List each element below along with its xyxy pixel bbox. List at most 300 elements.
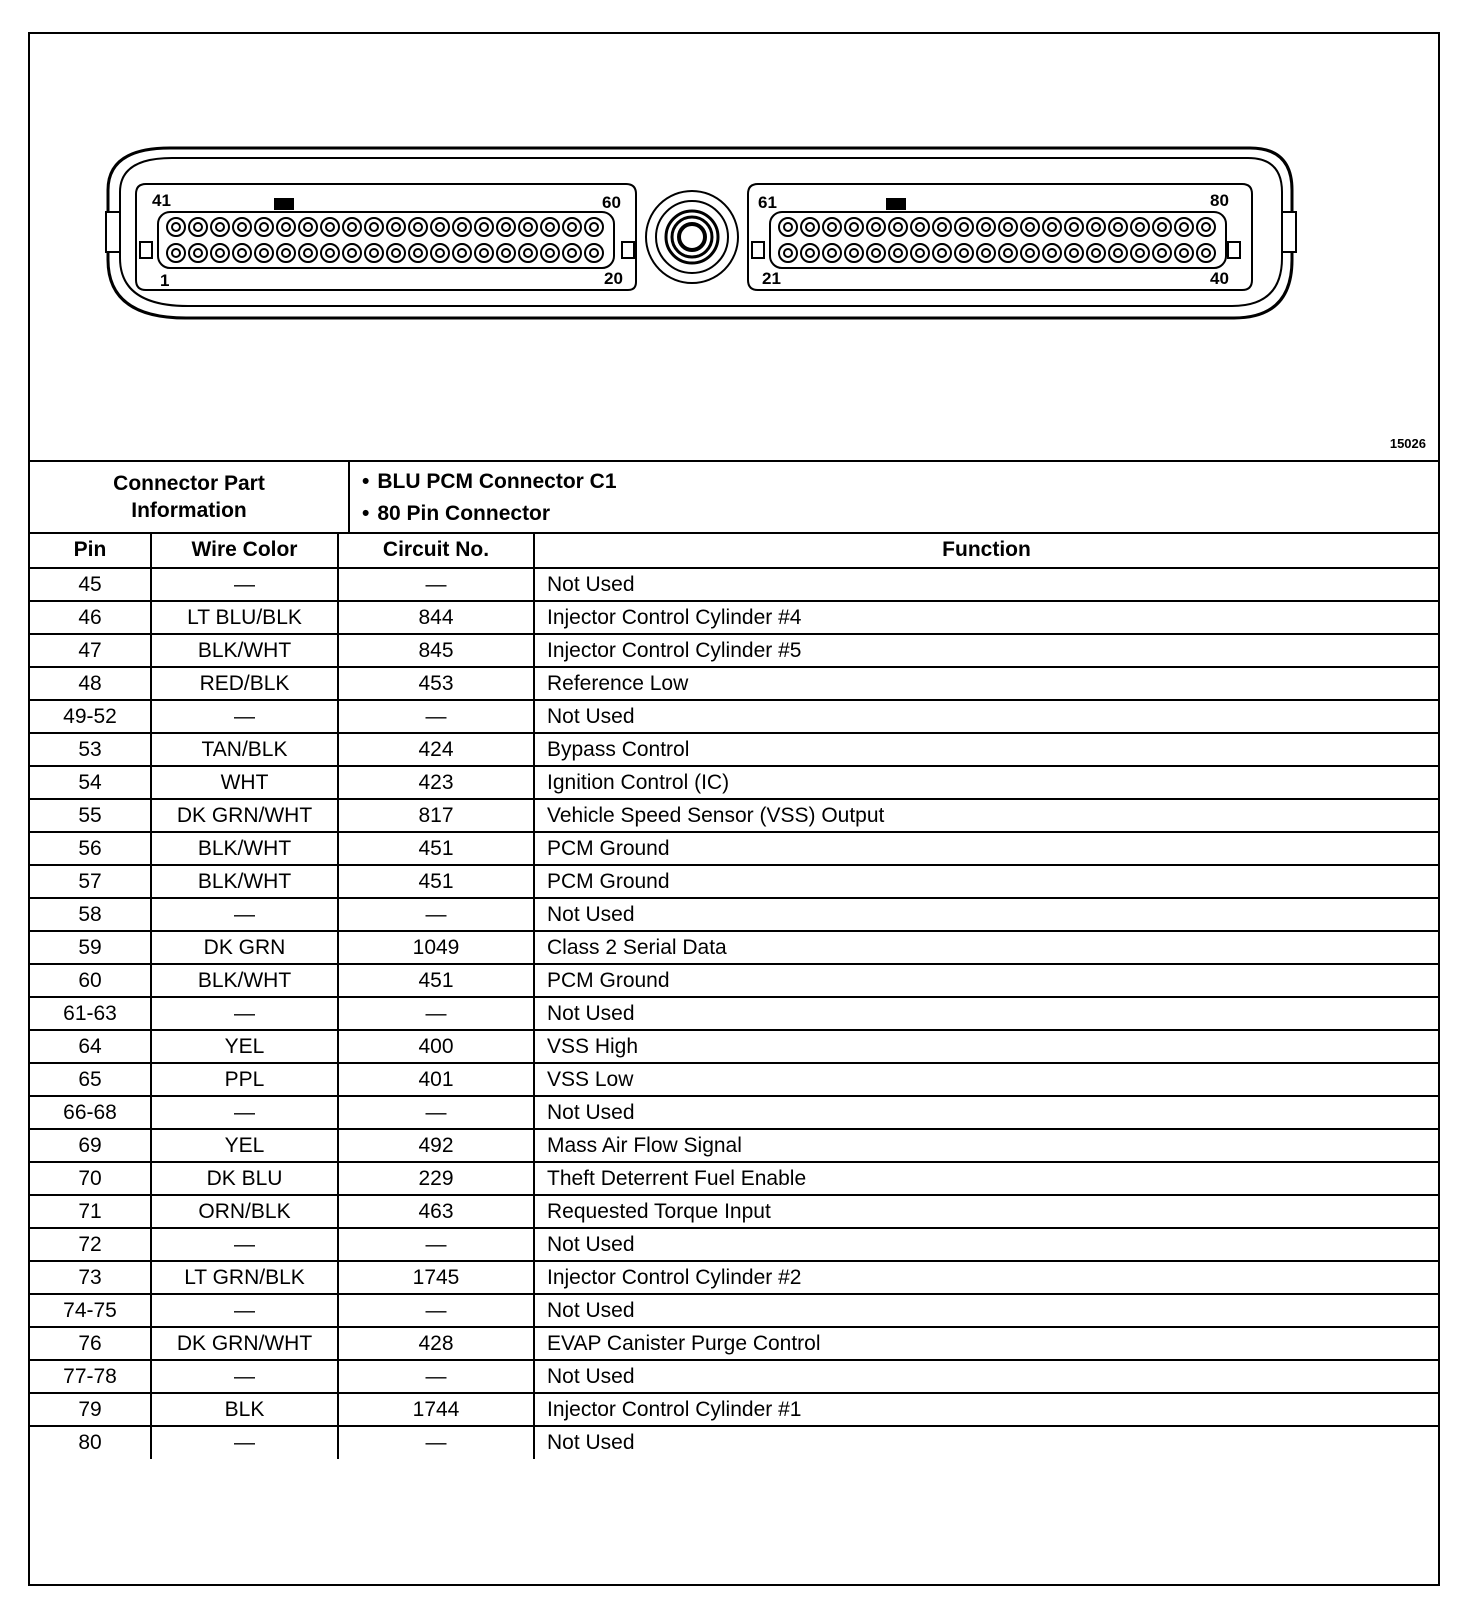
cell-circuit-no: — xyxy=(338,997,534,1030)
pin-cavity xyxy=(189,218,207,236)
cell-circuit-no: — xyxy=(338,898,534,931)
pin-cavity xyxy=(1197,244,1215,262)
center-right-latch xyxy=(752,242,764,258)
connector-housing-outer xyxy=(108,148,1292,318)
pin-contact xyxy=(1158,249,1166,257)
pin-contact xyxy=(784,223,792,231)
cell-circuit-no: 845 xyxy=(338,634,534,667)
cell-wire-color: ORN/BLK xyxy=(151,1195,338,1228)
pin-cavity xyxy=(779,218,797,236)
cell-circuit-no: — xyxy=(338,700,534,733)
cell-function: VSS Low xyxy=(534,1063,1438,1096)
connector-info-list xyxy=(350,466,617,530)
cell-function: Not Used xyxy=(534,898,1438,931)
table-header-row xyxy=(30,532,1438,568)
cell-pin: 73 xyxy=(30,1261,151,1294)
pin-contact xyxy=(480,249,488,257)
pin-contact xyxy=(282,223,290,231)
center-bolt-outer xyxy=(646,191,738,283)
cell-pin: 61-63 xyxy=(30,997,151,1030)
pin-contact xyxy=(1202,223,1210,231)
pin-cavity xyxy=(933,218,951,236)
pin-cavity xyxy=(1021,218,1039,236)
pin-cavity xyxy=(167,218,185,236)
pin-contact xyxy=(1026,223,1034,231)
pin-cavity xyxy=(1131,218,1149,236)
pin-cavity xyxy=(999,218,1017,236)
connector-info-item xyxy=(350,466,617,498)
cell-pin: 60 xyxy=(30,964,151,997)
cell-circuit-no: 451 xyxy=(338,832,534,865)
pin-table xyxy=(30,532,1438,1459)
pin-cavity xyxy=(585,218,603,236)
cell-pin: 70 xyxy=(30,1162,151,1195)
table-row xyxy=(30,1096,1438,1129)
pin-cavity xyxy=(519,244,537,262)
pin-cavity xyxy=(211,218,229,236)
pin-contact xyxy=(1048,249,1056,257)
table-row xyxy=(30,601,1438,634)
cell-pin: 56 xyxy=(30,832,151,865)
pin-contact xyxy=(784,249,792,257)
pin-contact xyxy=(458,249,466,257)
pin-cavity xyxy=(1153,244,1171,262)
pin-table-body xyxy=(30,568,1438,1459)
cell-function: Class 2 Serial Data xyxy=(534,931,1438,964)
table-row xyxy=(30,799,1438,832)
pin-cavity xyxy=(277,218,295,236)
pin-cavity xyxy=(277,244,295,262)
pin-cavity xyxy=(453,218,471,236)
pin-contact xyxy=(194,223,202,231)
pin-contact xyxy=(194,249,202,257)
cell-wire-color: — xyxy=(151,1294,338,1327)
pin-contact xyxy=(1026,249,1034,257)
pin-cavity xyxy=(845,244,863,262)
table-row xyxy=(30,832,1438,865)
pin-contact xyxy=(392,223,400,231)
pin-cavity xyxy=(365,218,383,236)
cell-pin: 79 xyxy=(30,1393,151,1426)
cell-circuit-no: — xyxy=(338,1096,534,1129)
right-half-body xyxy=(748,184,1252,290)
table-row xyxy=(30,1129,1438,1162)
pin-cavity xyxy=(365,244,383,262)
cell-function: VSS High xyxy=(534,1030,1438,1063)
cell-function: Not Used xyxy=(534,1360,1438,1393)
connector-info-item-text: BLU PCM Connector C1 xyxy=(377,470,617,493)
cell-function: Not Used xyxy=(534,1096,1438,1129)
pin-contact xyxy=(938,223,946,231)
table-row xyxy=(30,700,1438,733)
pin-cavity xyxy=(867,218,885,236)
pin-contact xyxy=(480,223,488,231)
cell-wire-color: — xyxy=(151,997,338,1030)
pin-contact xyxy=(806,249,814,257)
pin-cavity xyxy=(823,244,841,262)
pin-contact xyxy=(348,223,356,231)
pin-cavity xyxy=(801,244,819,262)
cell-pin: 46 xyxy=(30,601,151,634)
cell-pin: 48 xyxy=(30,667,151,700)
cell-function: EVAP Canister Purge Control xyxy=(534,1327,1438,1360)
pin-contact xyxy=(216,223,224,231)
cell-wire-color: — xyxy=(151,1096,338,1129)
cell-circuit-no: — xyxy=(338,1294,534,1327)
pin-contact xyxy=(216,249,224,257)
pin-cavity xyxy=(255,218,273,236)
table-row xyxy=(30,1360,1438,1393)
cell-function: PCM Ground xyxy=(534,865,1438,898)
cell-wire-color: — xyxy=(151,1228,338,1261)
cell-function: Not Used xyxy=(534,997,1438,1030)
bullet-icon: • xyxy=(362,470,370,493)
center-bolt-core xyxy=(679,224,705,250)
cell-pin: 77-78 xyxy=(30,1360,151,1393)
label-pin-40: 40 xyxy=(1210,269,1229,288)
cell-wire-color: — xyxy=(151,700,338,733)
pin-cavity xyxy=(779,244,797,262)
pin-cavity xyxy=(955,218,973,236)
pin-cavity xyxy=(823,218,841,236)
pin-contact xyxy=(370,249,378,257)
cell-circuit-no: 424 xyxy=(338,733,534,766)
pin-contact xyxy=(960,223,968,231)
cell-function: Not Used xyxy=(534,1426,1438,1459)
cell-function: Injector Control Cylinder #1 xyxy=(534,1393,1438,1426)
cell-wire-color: RED/BLK xyxy=(151,667,338,700)
pin-cavity xyxy=(343,218,361,236)
connector-part-information xyxy=(30,462,1438,534)
label-pin-20: 20 xyxy=(604,269,623,288)
table-row xyxy=(30,766,1438,799)
cell-wire-color: — xyxy=(151,898,338,931)
pin-cavity xyxy=(563,218,581,236)
cell-function: Not Used xyxy=(534,700,1438,733)
pin-contact xyxy=(828,223,836,231)
pin-contact xyxy=(502,249,510,257)
cell-circuit-no: 423 xyxy=(338,766,534,799)
pin-cavity xyxy=(189,244,207,262)
cell-circuit-no: 453 xyxy=(338,667,534,700)
cell-wire-color: BLK/WHT xyxy=(151,865,338,898)
cell-circuit-no: — xyxy=(338,1426,534,1459)
pin-cavity xyxy=(889,244,907,262)
pin-contact xyxy=(1070,249,1078,257)
pin-contact xyxy=(172,223,180,231)
table-row xyxy=(30,733,1438,766)
cell-wire-color: TAN/BLK xyxy=(151,733,338,766)
pin-cavity xyxy=(955,244,973,262)
cell-function: Theft Deterrent Fuel Enable xyxy=(534,1162,1438,1195)
pin-contact xyxy=(1048,223,1056,231)
pin-contact xyxy=(1004,249,1012,257)
cell-wire-color: DK GRN xyxy=(151,931,338,964)
pin-cavity xyxy=(1043,218,1061,236)
table-row xyxy=(30,1162,1438,1195)
pin-contact xyxy=(894,223,902,231)
pin-contact xyxy=(916,223,924,231)
pin-cavity xyxy=(563,244,581,262)
table-row xyxy=(30,1228,1438,1261)
pin-cavity xyxy=(497,218,515,236)
pin-cavity xyxy=(299,244,317,262)
pin-contact xyxy=(260,223,268,231)
left-side-tab xyxy=(106,212,120,252)
table-row xyxy=(30,568,1438,601)
pin-contact xyxy=(850,249,858,257)
pin-cavity xyxy=(475,244,493,262)
connector-info-item-text: 80 Pin Connector xyxy=(377,502,551,525)
cell-wire-color: — xyxy=(151,1426,338,1459)
cell-circuit-no: 428 xyxy=(338,1327,534,1360)
cell-function: PCM Ground xyxy=(534,964,1438,997)
cell-circuit-no: — xyxy=(338,1360,534,1393)
figure-number: 15026 xyxy=(1389,436,1426,451)
table-row xyxy=(30,1426,1438,1459)
pin-cavity xyxy=(1109,244,1127,262)
table-row xyxy=(30,1393,1438,1426)
pin-contact xyxy=(1114,223,1122,231)
pin-cavity xyxy=(1043,244,1061,262)
pin-contact xyxy=(590,223,598,231)
table-row xyxy=(30,931,1438,964)
pin-contact xyxy=(238,223,246,231)
right-side-tab xyxy=(1282,212,1296,252)
cell-pin: 49-52 xyxy=(30,700,151,733)
cell-function: Mass Air Flow Signal xyxy=(534,1129,1438,1162)
pin-contact xyxy=(1202,249,1210,257)
pin-cavity xyxy=(867,244,885,262)
pin-contact xyxy=(872,223,880,231)
pin-cavity xyxy=(167,244,185,262)
pin-contact xyxy=(414,223,422,231)
label-pin-1: 1 xyxy=(160,271,170,290)
cell-circuit-no: 229 xyxy=(338,1162,534,1195)
connector-face-drawing xyxy=(30,34,1438,460)
cell-pin: 74-75 xyxy=(30,1294,151,1327)
pin-contact xyxy=(1136,223,1144,231)
left-key xyxy=(274,198,294,210)
pin-cavity xyxy=(431,244,449,262)
pin-cavity xyxy=(497,244,515,262)
cell-wire-color: — xyxy=(151,1360,338,1393)
pin-contact xyxy=(282,249,290,257)
cell-wire-color: PPL xyxy=(151,1063,338,1096)
cell-pin: 71 xyxy=(30,1195,151,1228)
table-row xyxy=(30,1261,1438,1294)
pin-cavity xyxy=(409,218,427,236)
pin-contact xyxy=(916,249,924,257)
pin-contact xyxy=(568,223,576,231)
cell-pin: 57 xyxy=(30,865,151,898)
pin-contact xyxy=(1180,223,1188,231)
cell-pin: 64 xyxy=(30,1030,151,1063)
cell-pin: 69 xyxy=(30,1129,151,1162)
cell-pin: 66-68 xyxy=(30,1096,151,1129)
cell-function: Not Used xyxy=(534,1228,1438,1261)
header-function: Function xyxy=(534,532,1438,568)
pin-cavity xyxy=(1109,218,1127,236)
header-pin: Pin xyxy=(30,532,151,568)
pin-contact xyxy=(1092,223,1100,231)
cell-pin: 76 xyxy=(30,1327,151,1360)
cell-function: Not Used xyxy=(534,568,1438,601)
pin-cavity xyxy=(321,244,339,262)
pin-cavity xyxy=(1021,244,1039,262)
pin-contact xyxy=(370,223,378,231)
pin-cavity xyxy=(889,218,907,236)
pin-contact xyxy=(304,249,312,257)
cell-function: Reference Low xyxy=(534,667,1438,700)
cell-wire-color: — xyxy=(151,568,338,601)
cell-circuit-no: 400 xyxy=(338,1030,534,1063)
left-latch xyxy=(622,242,634,258)
label-pin-80: 80 xyxy=(1210,191,1229,210)
cell-pin: 47 xyxy=(30,634,151,667)
pin-contact xyxy=(982,223,990,231)
left-half-body xyxy=(136,184,636,290)
pin-contact xyxy=(392,249,400,257)
pin-cavity xyxy=(453,244,471,262)
cell-pin: 54 xyxy=(30,766,151,799)
cell-function: Not Used xyxy=(534,1294,1438,1327)
cell-pin: 59 xyxy=(30,931,151,964)
pin-contact xyxy=(546,223,554,231)
cell-function: Vehicle Speed Sensor (VSS) Output xyxy=(534,799,1438,832)
cell-pin: 53 xyxy=(30,733,151,766)
cell-wire-color: DK BLU xyxy=(151,1162,338,1195)
cell-pin: 45 xyxy=(30,568,151,601)
table-row xyxy=(30,1294,1438,1327)
pin-cavity xyxy=(431,218,449,236)
cell-wire-color: LT GRN/BLK xyxy=(151,1261,338,1294)
cell-circuit-no: 492 xyxy=(338,1129,534,1162)
pin-cavity xyxy=(1175,218,1193,236)
pin-contact xyxy=(872,249,880,257)
cell-wire-color: YEL xyxy=(151,1030,338,1063)
pin-cavity xyxy=(233,218,251,236)
cell-circuit-no: 817 xyxy=(338,799,534,832)
pin-cavity xyxy=(1197,218,1215,236)
pin-contact xyxy=(828,249,836,257)
pin-cavity xyxy=(911,244,929,262)
cell-pin: 58 xyxy=(30,898,151,931)
table-row xyxy=(30,898,1438,931)
pin-cavity xyxy=(1087,218,1105,236)
pin-contact xyxy=(1070,223,1078,231)
pin-contact xyxy=(238,249,246,257)
cell-wire-color: LT BLU/BLK xyxy=(151,601,338,634)
pin-cavity xyxy=(1087,244,1105,262)
cell-wire-color: DK GRN/WHT xyxy=(151,799,338,832)
table-row xyxy=(30,1195,1438,1228)
cell-circuit-no: 1744 xyxy=(338,1393,534,1426)
pin-contact xyxy=(546,249,554,257)
pin-cavity xyxy=(1131,244,1149,262)
cell-wire-color: BLK/WHT xyxy=(151,634,338,667)
cell-circuit-no: — xyxy=(338,568,534,601)
cell-circuit-no: 1745 xyxy=(338,1261,534,1294)
cell-pin: 65 xyxy=(30,1063,151,1096)
connector-info-label xyxy=(30,462,350,532)
pin-cavity xyxy=(519,218,537,236)
pin-cavity xyxy=(585,244,603,262)
cell-circuit-no: — xyxy=(338,1228,534,1261)
pin-cavity xyxy=(1153,218,1171,236)
connector-diagram xyxy=(30,34,1438,462)
pin-contact xyxy=(568,249,576,257)
cell-function: Requested Torque Input xyxy=(534,1195,1438,1228)
cell-wire-color: YEL xyxy=(151,1129,338,1162)
cell-wire-color: BLK xyxy=(151,1393,338,1426)
cell-pin: 55 xyxy=(30,799,151,832)
pin-contact xyxy=(458,223,466,231)
pin-cavity xyxy=(321,218,339,236)
table-row xyxy=(30,865,1438,898)
pin-cavity xyxy=(409,244,427,262)
pin-cavity xyxy=(1065,244,1083,262)
pin-cavity xyxy=(977,244,995,262)
pin-contact xyxy=(524,223,532,231)
cell-circuit-no: 451 xyxy=(338,964,534,997)
bullet-icon: • xyxy=(362,502,370,525)
pin-contact xyxy=(524,249,532,257)
pin-contact xyxy=(1136,249,1144,257)
pin-cavity xyxy=(233,244,251,262)
cell-wire-color: DK GRN/WHT xyxy=(151,1327,338,1360)
pin-cavity xyxy=(387,244,405,262)
cell-circuit-no: 401 xyxy=(338,1063,534,1096)
pin-cavity xyxy=(541,218,559,236)
pin-cavity xyxy=(1175,244,1193,262)
cell-function: Ignition Control (IC) xyxy=(534,766,1438,799)
pin-contact xyxy=(894,249,902,257)
pin-contact xyxy=(260,249,268,257)
header-wire-color: Wire Color xyxy=(151,532,338,568)
cell-function: Injector Control Cylinder #5 xyxy=(534,634,1438,667)
pin-contact xyxy=(982,249,990,257)
pin-cavity xyxy=(541,244,559,262)
pin-cavity xyxy=(801,218,819,236)
cell-circuit-no: 844 xyxy=(338,601,534,634)
pin-cavity xyxy=(911,218,929,236)
pin-contact xyxy=(806,223,814,231)
cell-function: Bypass Control xyxy=(534,733,1438,766)
pin-contact xyxy=(348,249,356,257)
pin-contact xyxy=(304,223,312,231)
pin-contact xyxy=(1114,249,1122,257)
right-latch xyxy=(1228,242,1240,258)
pin-cavity xyxy=(211,244,229,262)
pin-contact xyxy=(502,223,510,231)
pin-cavity xyxy=(977,218,995,236)
pin-contact xyxy=(960,249,968,257)
cell-wire-color: WHT xyxy=(151,766,338,799)
pin-contact xyxy=(326,223,334,231)
label-pin-61: 61 xyxy=(758,193,777,212)
pin-contact xyxy=(1004,223,1012,231)
cell-circuit-no: 1049 xyxy=(338,931,534,964)
cell-circuit-no: 463 xyxy=(338,1195,534,1228)
cell-pin: 72 xyxy=(30,1228,151,1261)
pin-contact xyxy=(414,249,422,257)
table-row xyxy=(30,667,1438,700)
label-pin-41: 41 xyxy=(152,191,171,210)
pin-contact xyxy=(850,223,858,231)
cell-circuit-no: 451 xyxy=(338,865,534,898)
right-key xyxy=(886,198,906,210)
